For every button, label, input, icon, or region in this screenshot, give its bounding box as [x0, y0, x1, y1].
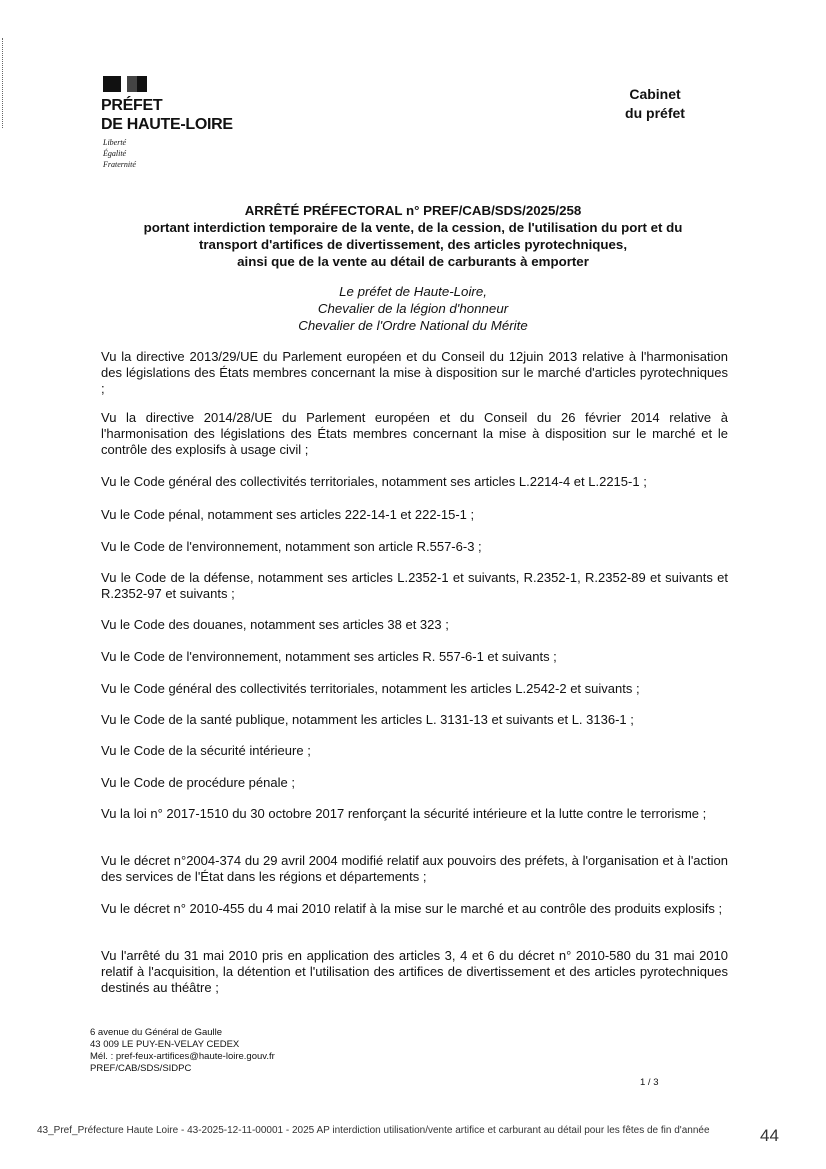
- logo-line: DE HAUTE-LOIRE: [101, 116, 233, 133]
- service-line: Cabinet: [629, 86, 681, 102]
- prefet-line: Chevalier de la légion d'honneur: [317, 301, 509, 316]
- visa-paragraph: Vu le Code de la sécurité intérieure ;: [101, 743, 311, 758]
- address-line: 6 avenue du Général de Gaulle: [90, 1027, 223, 1038]
- email-link[interactable]: Mél. : pref-feux-artifices@haute-loire.gouv.fr: [90, 1051, 275, 1062]
- service-line: du préfet: [625, 105, 685, 121]
- visa-paragraph: Vu le Code général des collectivités territoriales, notamment ses articles L.2214-4 et L.2215-1 ;: [101, 474, 647, 489]
- prefecture-logo-text: [101, 96, 233, 134]
- visa-paragraph: Vu la directive 2014/28/UE du Parlement européen et du Conseil du 26 février 2014 relative à l'harmonisation des législations des États membres concernant la mise à disposition sur le marché et le contrôle des explosifs à usage civil ;: [101, 410, 728, 457]
- devise-line: Fraternité: [103, 160, 136, 169]
- prefet-titles: [80, 283, 746, 334]
- devise-line: Liberté: [103, 138, 127, 147]
- devise: [103, 137, 136, 170]
- prefet-line: Le préfet de Haute-Loire,: [339, 284, 487, 299]
- footer-page-number: 44: [760, 1126, 779, 1145]
- address-line: PREF/CAB/SDS/SIDPC: [90, 1063, 192, 1074]
- service-name: [600, 85, 710, 123]
- visa-paragraph: Vu le Code de l'environnement, notamment son article R.557-6-3 ;: [101, 539, 482, 554]
- logo-line: PRÉFET: [101, 97, 163, 114]
- visa-paragraph: Vu la directive 2013/29/UE du Parlement européen et du Conseil du 12juin 2013 relative à l'harmonisation des législations des États membres concernant la mise à disposition sur le marché d'articles pyrotechniques ;: [101, 349, 728, 396]
- visa-paragraph: Vu le décret n° 2010-455 du 4 mai 2010 relatif à la mise sur le marché et au contrôle des produits explosifs ;: [101, 901, 723, 916]
- visa-paragraph: Vu le Code de procédure pénale ;: [101, 775, 295, 790]
- document-title: [80, 202, 746, 270]
- visa-paragraph: Vu le Code de la défense, notamment ses articles L.2352-1 et suivants, R.2352-1, R.2352-89 et suivants et R.2352-97 et suivants ;: [101, 570, 728, 601]
- visa-paragraph: Vu le Code des douanes, notamment ses articles 38 et 323 ;: [101, 617, 449, 632]
- visa-paragraph: Vu le Code de l'environnement, notamment ses articles R. 557-6-1 et suivants ;: [101, 649, 557, 664]
- title-line: portant interdiction temporaire de la vente, de la cession, de l'utilisation du port et du: [143, 220, 683, 235]
- visa-paragraph: Vu la loi n° 2017-1510 du 30 octobre 2017 renforçant la sécurité intérieure et la lutte contre le terrorisme ;: [101, 806, 707, 821]
- visa-paragraph: Vu le Code pénal, notamment ses articles 222-14-1 et 222-15-1 ;: [101, 507, 475, 522]
- devise-line: Égalité: [103, 149, 127, 158]
- visa-paragraph: Vu le Code général des collectivités territoriales, notamment les articles L.2542-2 et suivants ;: [101, 681, 640, 696]
- address-line: 43 009 LE PUY-EN-VELAY CEDEX: [90, 1039, 240, 1050]
- visa-paragraph: Vu le décret n°2004-374 du 29 avril 2004 modifié relatif aux pouvoirs des préfets, à l'organisation et à l'action des services de l'État dans les régions et départements ;: [101, 853, 728, 884]
- footer-reference: 43_Pref_Préfecture Haute Loire - 43-2025-12-11-00001 - 2025 AP interdiction utilisation/vente artifice et carburant au détail pour les fêtes de fin d'année: [37, 1125, 710, 1136]
- scan-marks: [2, 38, 4, 128]
- title-line: ainsi que de la vente au détail de carburants à emporter: [237, 254, 589, 269]
- title-line: ARRÊTÉ PRÉFECTORAL n° PREF/CAB/SDS/2025/258: [244, 203, 582, 218]
- page-number: 1 / 3: [640, 1077, 659, 1088]
- visa-paragraph: Vu l'arrêté du 31 mai 2010 pris en application des articles 3, 4 et 6 du décret n° 2010-580 du 31 mai 2010 relatif à l'acquisition, la détention et l'utilisation des artifices de divertissement et des articles pyrotechniques destinés au théâtre ;: [101, 948, 728, 995]
- title-line: transport d'artifices de divertissement, des articles pyrotechniques,: [198, 237, 628, 252]
- address-block: [90, 1027, 275, 1075]
- prefet-line: Chevalier de l'Ordre National du Mérite: [298, 318, 528, 333]
- visa-paragraph: Vu le Code de la santé publique, notamment les articles L. 3131-13 et suivants et L. 3136-1 ;: [101, 712, 634, 727]
- marianne-logo-icon: [103, 76, 147, 92]
